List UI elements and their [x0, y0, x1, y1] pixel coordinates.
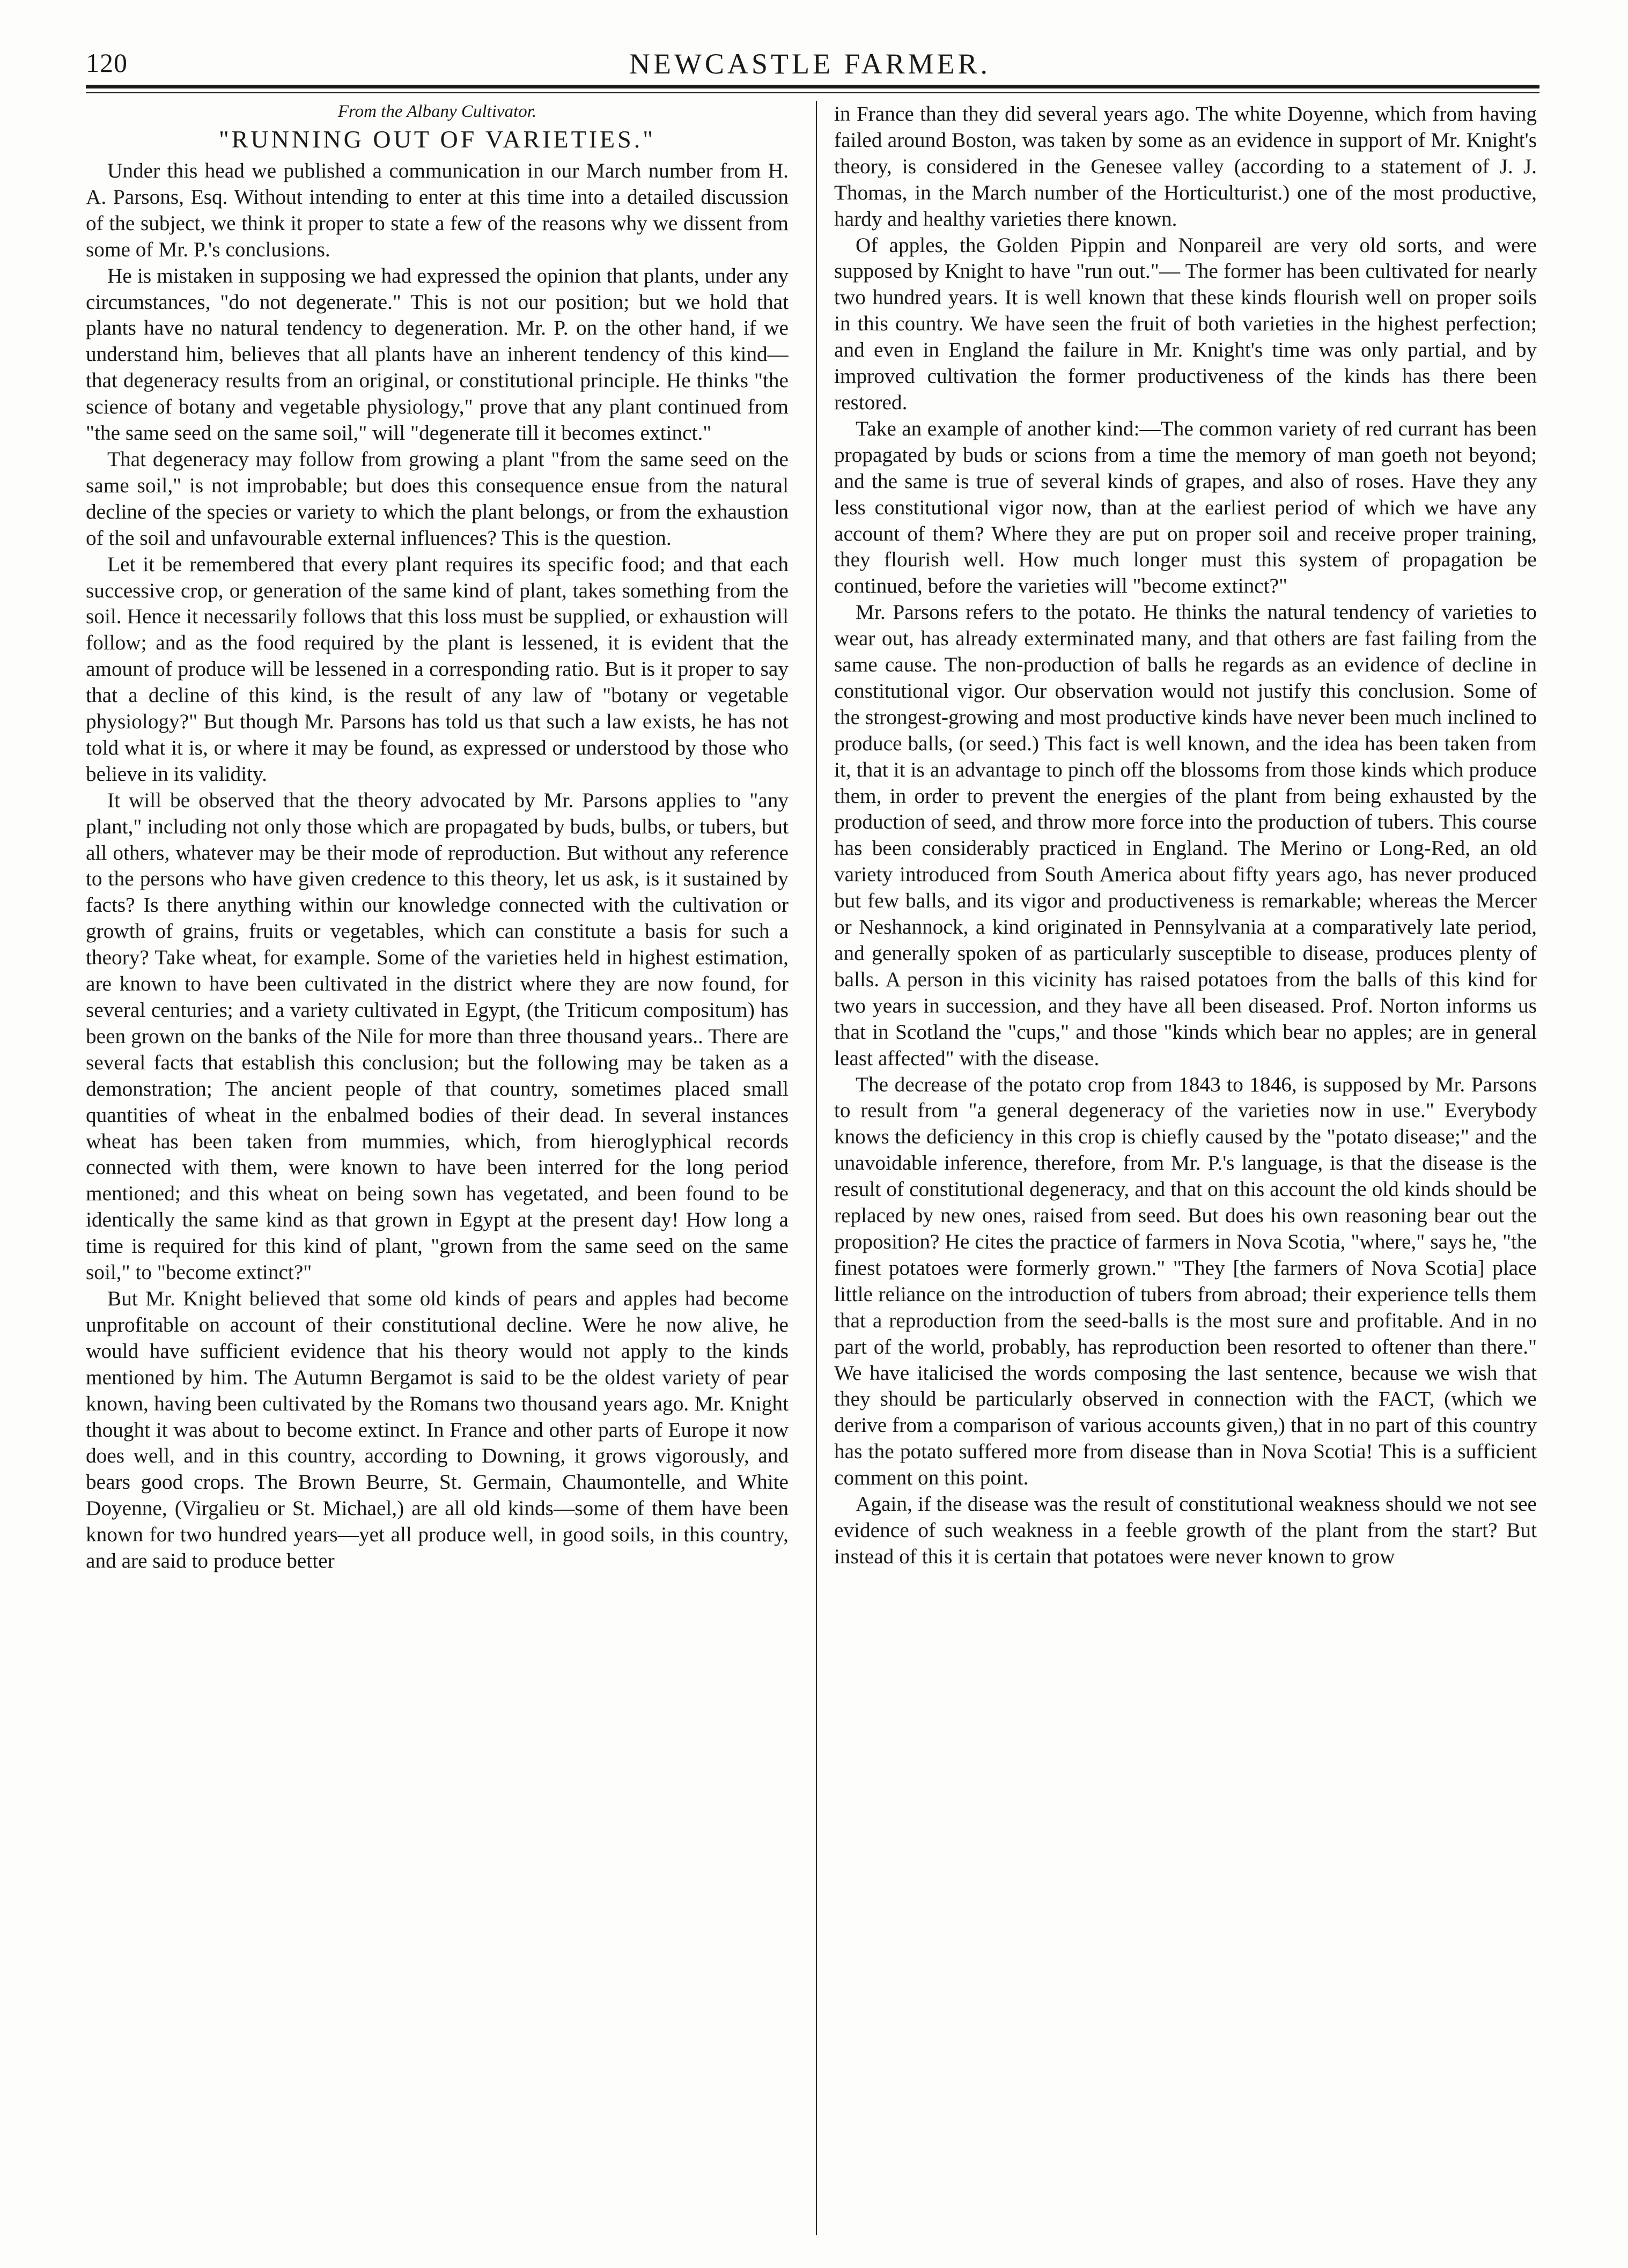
paragraph-continued: in France than they did several years ago. The white Doyenne, which from having failed around Boston, was taken by some as an evidence in support of Mr. Knight's theory, is considered in the Genesee valley (according to a statement of J. J. Thomas, in the March number of the Horticulturist.) one of the most productive, hardy and healthy varieties there known. — [834, 102, 1537, 231]
paragraph: It will be observed that the theory advocated by Mr. Parsons applies to "any plant," including not only those which are propagated by buds, bulbs, or tubers, but all others, whatever may be their mode of reproduction. But without any reference to the persons who have given credence to this theory, let us ask, is it sustained by facts? Is there anything within our knowledge connected with the cultivation or growth of grains, fruits or vegetables, which can constitute a basis for such a theory? Take wheat, for example. Some of the varieties held in highest estimation, are known to have been cultivated in the district where they are now found, for several centuries; and a variety cultivated in Egypt, (the Triticum compositum) has been grown on the banks of the Nile for more than three thousand years.. There are several facts that establish this conclusion; but the following may be taken as a demonstration; The ancient people of that country, sometimes placed small quantities of wheat in the enbalmed bodies of their dead. In several instances wheat has been taken from mummies, which, from hieroglyphical records connected with them, were known to have been interred for the long period mentioned; and this wheat on being sown has vegetated, and been found to be identically the same kind as that grown in Egypt at the present day! How long a time is required for this kind of plant, "grown from the same seed on the same soil," to "become extinct?" — [86, 788, 789, 1284]
header-rule-thin — [86, 92, 1539, 93]
paragraph: He is mistaken in supposing we had expressed the opinion that plants, under any circumstances, "do not degenerate." This is not our position; but we hold that plants have no natural tendency to degeneration. Mr. P. on the other hand, if we understand him, believes that all plants have an inherent tendency of this kind—that degeneracy results from an original, or constitutional principle. He thinks "the science of botany and vegetable physiology," prove that any plant continued from "the same seed on the same soil," will "degenerate till it becomes extinct." — [86, 263, 789, 445]
paragraph: But Mr. Knight believed that some old kinds of pears and apples had become unprofitable on account of their constitutional decline. Were he now alive, he would have sufficient evidence that his theory would not apply to the kinds mentioned by him. The Autumn Bergamot is said to be the oldest variety of pear known, having been cultivated by the Romans two thousand years ago. Mr. Knight thought it was about to become extinct. In France and other parts of Europe it now does well, and in this country, according to Downing, it grows vigorously, and bears good crops. The Brown Beurre, St. Germain, Chaumontelle, and White Doyenne, (Virgalieu or St. Michael,) are all old kinds—some of them have been known for two hundred years—yet all produce well, in good soils, in this country, and are said to produce better — [86, 1286, 789, 1573]
paragraph: Again, if the disease was the result of constitutional weakness should we not see evidence of such weakness in a feeble growth of the plant from the start? But instead of this it is certain that potatoes were never known to grow — [834, 1492, 1537, 1568]
paragraph: Let it be remembered that every plant requires its specific food; and that each successive crop, or generation of the same kind of plant, takes something from the soil. Hence it necessarily follows that this loss must be supplied, or exhaustion will follow; and as the food required by the plant is lessened, it is evident that the amount of produce will be lessened in a corresponding ratio. But is it proper to say that a decline of this kind, is the result of any law of "botany or vegetable physiology?" But though Mr. Parsons has told us that such a law exists, he has not told what it is, or where it may be found, as expressed or understood by those who believe in its validity. — [86, 552, 789, 786]
paragraph: Mr. Parsons refers to the potato. He thinks the natural tendency of varieties to wear out, has already exterminated many, and that others are fast failing from the same cause. The non-production of balls he regards as an evidence of decline in constitutional vigor. Our observation would not justify this conclusion. Some of the strongest-growing and most productive kinds have never been much inclined to produce balls, (or seed.) This fact is well known, and the idea has been taken from it, that it is an advantage to pinch off the blossoms from those kinds which produce them, in order to prevent the energies of the plant from being exhausted by the production of seed, and throw more force into the production of tubers. This course has been considerably practiced in England. The Merino or Long-Red, an old variety introduced from South America about fifty years ago, has never produced but few balls, and its vigor and productiveness is remarkable; whereas the Mercer or Neshannock, a kind originated in Pennsylvania at a comparatively late period, and generally spoken of as particularly susceptible to disease, produces plenty of balls. A person in this vicinity has raised potatoes from the balls of this kind for two years in succession, and they have all been diseased. Prof. Norton informs us that in Scotland the "cups," and those "kinds which bear no apples; are in general least affected" with the disease. — [834, 600, 1537, 1070]
right-column — [834, 101, 1537, 2235]
running-head: NEWCASTLE FARMER. — [629, 48, 991, 80]
page-header — [86, 47, 1534, 86]
paragraph: The decrease of the potato crop from 1843 to 1846, is supposed by Mr. Parsons to result from "a general degeneracy of the varieties now in use." Everybody knows the deficiency in this crop is chiefly caused by the "potato disease;" and the unavoidable inference, therefore, from Mr. P.'s language, is that the disease is the result of constitutional degeneracy, and that on this account the old kinds should be replaced by new ones, raised from seed. But does his own reasoning bear out the proposition? He cites the practice of farmers in Nova Scotia, "where," says he, "the finest potatoes were formerly grown." "They [the farmers of Nova Scotia] place little reliance on the introduction of tubers from abroad; their experience tells them that a reproduction from the seed-balls is the most sure and profitable. And in no part of the world, probably, has reproduction been resorted to oftener than there." We have italicised the words composing the last sentence, because we wish that they should be particularly observed in connection with the FACT, (which we derive from a comparison of various accounts given,) that in no part of this country has the potato suffered more from disease than in Nova Scotia! This is a sufficient comment on this point. — [834, 1072, 1537, 1490]
paragraph: Under this head we published a communication in our March number from H. A. Parsons, Esq. Without intending to enter at this time into a detailed discussion of the subject, we think it proper to state a few of the reasons why we dissent from some of Mr. P.'s conclusions. — [86, 159, 789, 261]
paragraph: Of apples, the Golden Pippin and Nonpareil are very old sorts, and were supposed by Knight to have "run out."— The former has been cultivated for nearly two hundred years. It is well known that these kinds flourish well on proper soils in this country. We have seen the fruit of both varieties in the highest perfection; and even in England the failure in Mr. Knight's time was only partial, and by improved cultivation the former productiveness of the kinds has there been restored. — [834, 233, 1537, 414]
article-source: From the Albany Cultivator. — [337, 102, 537, 121]
paragraph: That degeneracy may follow from growing a plant "from the same seed on the same soil," is not improbable; but does this consequence ensue from the natural decline of the species or variety to which the plant belongs, or from the exhaustion of the soil and unfavourable external influences? This is the question. — [86, 447, 789, 550]
article-title: "RUNNING OUT OF VARIETIES." — [218, 125, 656, 153]
page-number: 120 — [86, 48, 128, 78]
header-rule-thick — [86, 85, 1539, 88]
paragraph: Take an example of another kind:—The common variety of red currant has been propagated by buds or scions from a time the memory of man goeth not beyond; and the same is true of several kinds of grapes, and also of roses. Have they any less constitutional vigor now, than at the earliest period of which we have any account of them? Where they are put on proper soil and receive proper training, they flourish well. How much longer must this system of propagation be continued, before the varieties will "become extinct?" — [834, 416, 1537, 598]
left-column — [86, 101, 789, 2235]
column-divider — [816, 101, 817, 2235]
